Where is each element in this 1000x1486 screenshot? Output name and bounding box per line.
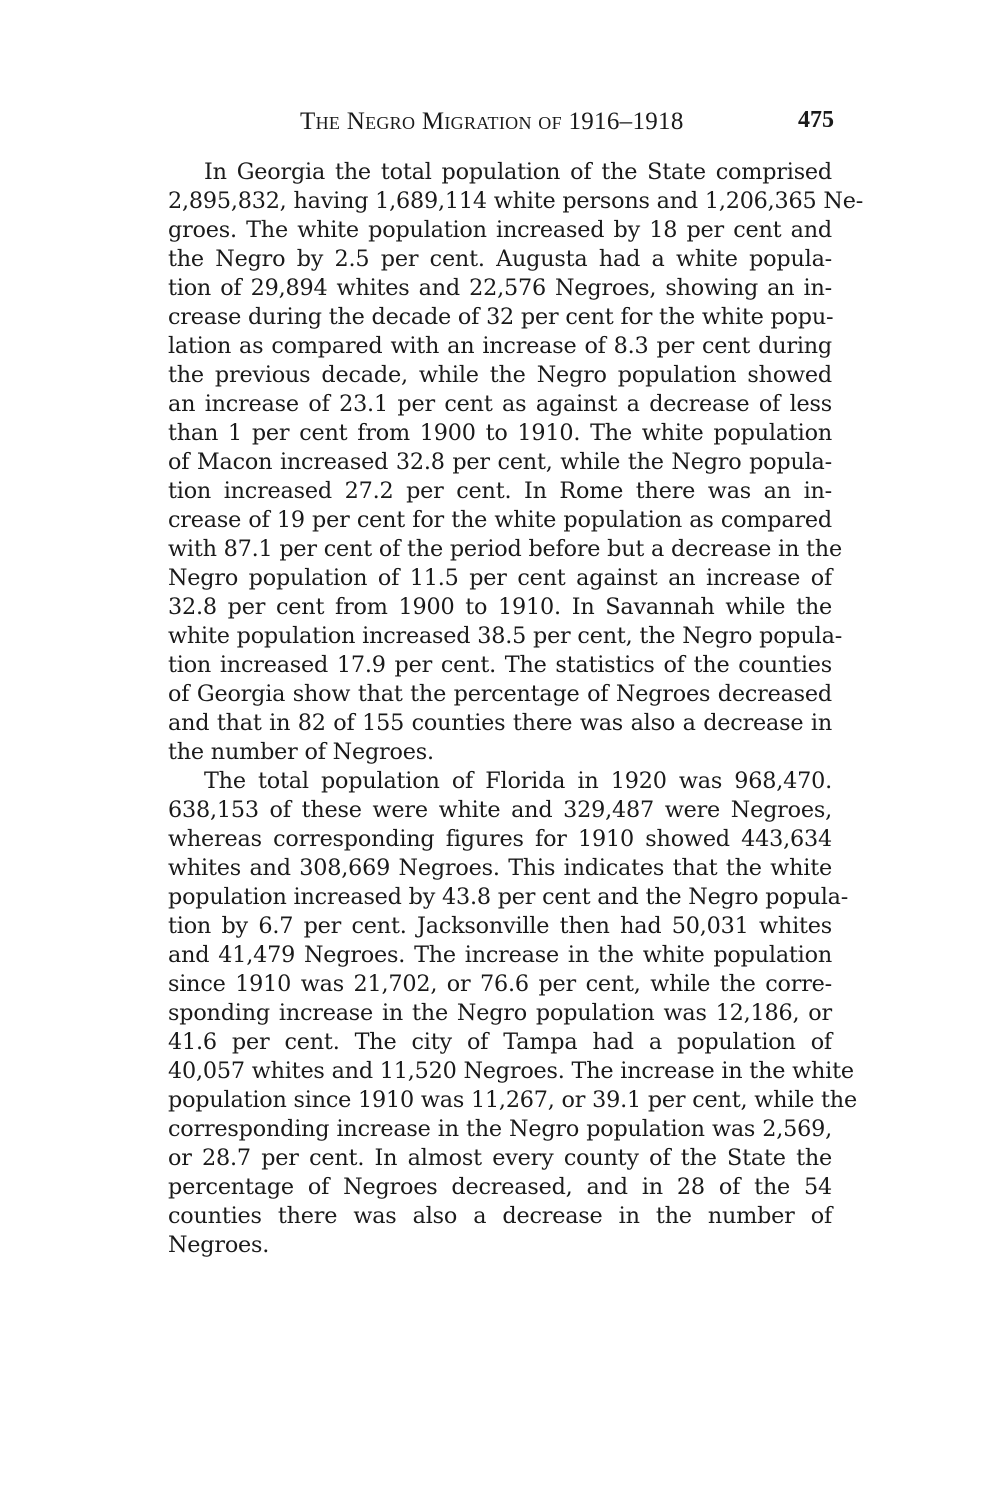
text-line: whites and 308,669 Negroes. This indicates that the white — [168, 855, 832, 881]
body-text — [168, 158, 864, 1260]
text-line: an increase of 23.1 per cent as against a decrease of less — [168, 391, 832, 417]
text-line: population increased by 43.8 per cent and the Negro popula- — [168, 884, 849, 910]
text-line: than 1 per cent from 1900 to 1910. The white population — [168, 420, 832, 446]
text-line: 32.8 per cent from 1900 to 1910. In Savannah while the — [168, 594, 832, 620]
text-line: the number of Negroes. — [168, 739, 434, 765]
text-line: tion of 29,894 whites and 22,576 Negroes, showing an in- — [168, 275, 832, 301]
text-line: groes. The white population increased by 18 per cent and — [168, 217, 832, 243]
text-line: since 1910 was 21,702, or 76.6 per cent, while the corre- — [168, 971, 832, 997]
text-line: percentage of Negroes decreased, and in 28 of the 54 — [168, 1174, 832, 1200]
text-line: and 41,479 Negroes. The increase in the white population — [168, 942, 832, 968]
text-line: or 28.7 per cent. In almost every county of the State the — [168, 1145, 832, 1171]
text-line: sponding increase in the Negro population was 12,186, or — [168, 1000, 832, 1026]
text-line: The total population of Florida in 1920 was 968,470. — [204, 768, 832, 794]
text-line: crease during the decade of 32 per cent for the white popu- — [168, 304, 834, 330]
text-line: and that in 82 of 155 counties there was also a decrease in — [168, 710, 832, 736]
text-line: corresponding increase in the Negro population was 2,569, — [168, 1116, 832, 1142]
paragraph-georgia — [168, 158, 864, 767]
paragraph-florida — [168, 767, 857, 1260]
text-line: lation as compared with an increase of 8.3 per cent during — [168, 333, 832, 359]
text-line: Negroes. — [168, 1232, 270, 1258]
text-line: with 87.1 per cent of the period before but a decrease in the — [168, 536, 842, 562]
text-line: tion by 6.7 per cent. Jacksonville then had 50,031 whites — [168, 913, 832, 939]
text-line: 40,057 whites and 11,520 Negroes. The increase in the white — [168, 1058, 854, 1084]
text-line: white population increased 38.5 per cent, the Negro popula- — [168, 623, 843, 649]
text-line: 2,895,832, having 1,689,114 white persons and 1,206,365 Ne- — [168, 188, 864, 214]
text-line: whereas corresponding figures for 1910 showed 443,634 — [168, 826, 832, 852]
page-number: 475 — [798, 107, 834, 133]
text-line: 41.6 per cent. The city of Tampa had a population of — [168, 1029, 832, 1055]
text-line: crease of 19 per cent for the white population as compared — [168, 507, 832, 533]
page-header — [168, 104, 834, 138]
text-line: the previous decade, while the Negro population showed — [168, 362, 832, 388]
text-line: counties there was also a decrease in the number of — [168, 1203, 832, 1229]
text-line: Negro population of 11.5 per cent against an increase of — [168, 565, 832, 591]
text-line: tion increased 17.9 per cent. The statistics of the counties — [168, 652, 832, 678]
text-line: In Georgia the total population of the State comprised — [204, 159, 832, 185]
running-title: The Negro Migration of 1916–1918 — [300, 108, 684, 135]
text-line: of Macon increased 32.8 per cent, while the Negro popula- — [168, 449, 832, 475]
text-line: of Georgia show that the percentage of Negroes decreased — [168, 681, 832, 707]
text-line: the Negro by 2.5 per cent. Augusta had a white popula- — [168, 246, 832, 272]
text-line: tion increased 27.2 per cent. In Rome there was an in- — [168, 478, 832, 504]
text-line: 638,153 of these were white and 329,487 were Negroes, — [168, 797, 832, 823]
text-line: population since 1910 was 11,267, or 39.1 per cent, while the — [168, 1087, 857, 1113]
